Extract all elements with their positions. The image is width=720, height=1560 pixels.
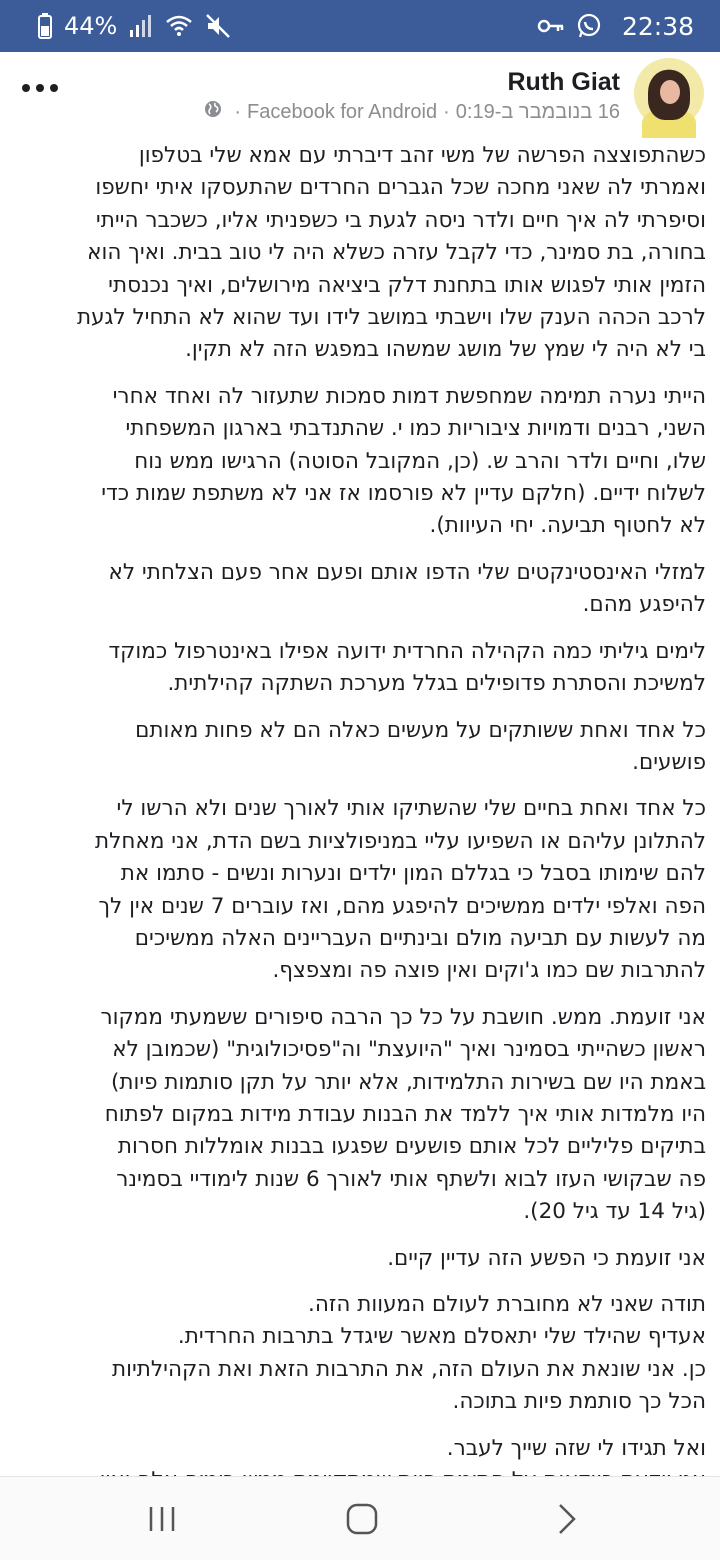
whatsapp-icon [576, 13, 602, 39]
status-bar [0, 0, 720, 52]
post-text-line: כן. אני שונאת את העולם הזה, את התרבות הזאת ואת הקהילתיות [111, 1356, 706, 1382]
author-name[interactable]: Ruth Giat [507, 68, 620, 96]
post-text-line: למזלי האינסטינקטים שלי הדפו אותם ופעם אחר פעם הצלחתי לא [108, 559, 706, 585]
meta-separator: · [234, 100, 241, 123]
post-text-line: באמת היו שם בשירות התלמידות, אלא יותר על תקן סותמות פיות) [110, 1069, 706, 1095]
battery-percent: 44% [64, 12, 118, 40]
mute-icon [205, 13, 231, 39]
post-text-line: להתרבות שם כמו ג'וקים ואין פוצה פה ומצפצף. [272, 958, 706, 984]
post-text-line: לשלוח ידיים. (חלקם עדיין לא פורסמו אז אני לא משתפת שמות כדי [101, 481, 706, 507]
post-paragraph [14, 793, 706, 987]
post-text-line: למשיכת והסתרת פדופילים בגלל מערכת השתקה קהילתית. [167, 671, 706, 697]
post-text-line: בי לא היה לי שמץ של מושג שמשהו במפגש הזה לא תקין. [185, 337, 706, 363]
globe-icon [204, 100, 222, 124]
post-paragraph [14, 140, 706, 367]
post-text-line: בתיקים פליליים לכל אותם פושעים שפגעו בבנות אומללות חסרות [117, 1134, 706, 1160]
key-icon [538, 18, 564, 34]
post-text-line: אני זועמת כי הפשע הזה עדיין קיים. [387, 1245, 706, 1271]
clock: 22:38 [621, 11, 694, 41]
post-paragraph [14, 381, 706, 543]
battery-icon [38, 13, 52, 39]
post-text-line: שלו, וחיים ולדר והרב ש. (כן, המקובל הסוטה) הרגישו ממש נוח [134, 448, 706, 474]
post-text-line: ואמרתי לה שאני מחכה שכל הגברים החרדים שהתעסקו איתי יחשפו [95, 175, 706, 201]
post-body [14, 140, 706, 1476]
post-text-line: אעדיף שהילד שלי יתאסלם מאשר שיגדל בתרבות החרדית. [177, 1324, 706, 1350]
post-text-line: ואל תגידו לי שזה שייך לעבר. [446, 1435, 706, 1461]
post-text-line: ראשון כשהייתי בסמינר ואיך "היועצת" וה"פסיכולוגית" (שכמובן לא [112, 1037, 706, 1063]
post-paragraph [14, 1002, 706, 1229]
signal-icon [129, 14, 153, 38]
avatar[interactable] [634, 58, 704, 128]
post-text-line: כל אחד ואחת בחיים שלי שהשתיקו אותי לאורך שנים ולא הרשו לי [116, 796, 706, 822]
post-text-line: הזמין אותי לפגוש אותו בתחנת דלק ביציאה מירושלים, ואיך נכנסתי [108, 272, 706, 298]
home-icon[interactable] [342, 1499, 382, 1539]
status-right [538, 12, 694, 41]
meta-separator: · [443, 100, 450, 123]
status-left [38, 12, 231, 40]
post-text-line: הפה ואלפי ילדים ממשיכים להיפגע מהם, ואז עוברים 7 שנים אין לך [98, 893, 706, 919]
post-paragraph [14, 1243, 706, 1275]
post-paragraph [14, 1289, 706, 1419]
post-paragraph [14, 715, 706, 780]
post-text-line: לרכב הכהה הענק שלו וישבתי במושב לידו ועד שהוא לא התחיל לגעת [76, 305, 706, 331]
post-text-line: מה לעשות עם תביעה מולם ובינתיים העבריינים האלה ממשיכים [134, 925, 706, 951]
post-text-line: השני, רבנים ודמויות ציבוריות כמו י. שהתנדבתי בארגון המשפחתי [125, 416, 706, 442]
recent-apps-icon[interactable] [142, 1499, 182, 1539]
post-text-line: בחורה, בת סמינר, כדי לקבל עזרה כשלא היה לי טוב בבית. ואיך הוא [87, 240, 706, 266]
post-text-line: כשהתפוצצה הפרשה של משי זהב דיברתי עם אמא שלי בטלפון [138, 143, 706, 168]
post-paragraph [14, 557, 706, 622]
post-text-line: הכל כך סותמת פיות בתוכה. [452, 1389, 706, 1415]
post-text-line: להיפגע מהם. [582, 592, 706, 618]
post-text-line: תודה שאני לא מחוברת לעולם המעוות הזה. [308, 1292, 706, 1317]
post-text-line: היו מלמדות אותי איך ללמד את הבנות עבודת מידות במקום לפתוח [104, 1101, 706, 1127]
post-text-line: (גיל 14 עד גיל 20). [523, 1199, 706, 1225]
post-date[interactable]: 16 בנובמבר ב-0:19 [455, 100, 620, 123]
more-options-icon[interactable] [22, 78, 58, 98]
post-text-line: לא לחטוף תביעה. יחי העיוות). [429, 513, 706, 539]
post-header [0, 52, 720, 138]
post-text-line: פושעים. [632, 749, 706, 775]
post-text-line: להם שימותו בסבל כי בגללם המון ילדים ונערות ונשים - סתמו את [120, 861, 706, 887]
post-paragraph [14, 636, 706, 701]
post-text-line: אני זועמת. ממש. חושבת על כל כך הרבה סיפורים ששמעתי ממקור [100, 1004, 706, 1030]
post-text-line: וסיפרתי לה איך חיים ולדר ניסה לגעת בי כשפניתי אליו, כשכבר הייתי [95, 207, 706, 233]
post-text-line: להתלונן עליהם או השפיעו עליי במניפולציות בשם הדת, אני מאחלת [95, 828, 706, 854]
navigation-bar [0, 1476, 720, 1560]
post-meta [204, 100, 620, 124]
post-text-line: כל אחד ואחת ששותקים על מעשים כאלה הם לא פחות מאותם [135, 717, 706, 743]
post-text-line: לימים גיליתי כמה הקהילה החרדית ידועה אפילו באינטרפול כמוקד [108, 638, 706, 664]
wifi-icon [165, 14, 193, 38]
post-text-line: פה שבקושי העזו לבוא ולשתף אותי לאורך 6 שנות לימודיי בסמינר [116, 1166, 706, 1192]
post-source: Facebook for Android [246, 100, 438, 123]
post-text-line: הייתי נערה תמימה שמחפשת דמות סמכות שתעזור לה ואחד אחרי [112, 383, 706, 409]
back-icon[interactable] [546, 1499, 586, 1539]
